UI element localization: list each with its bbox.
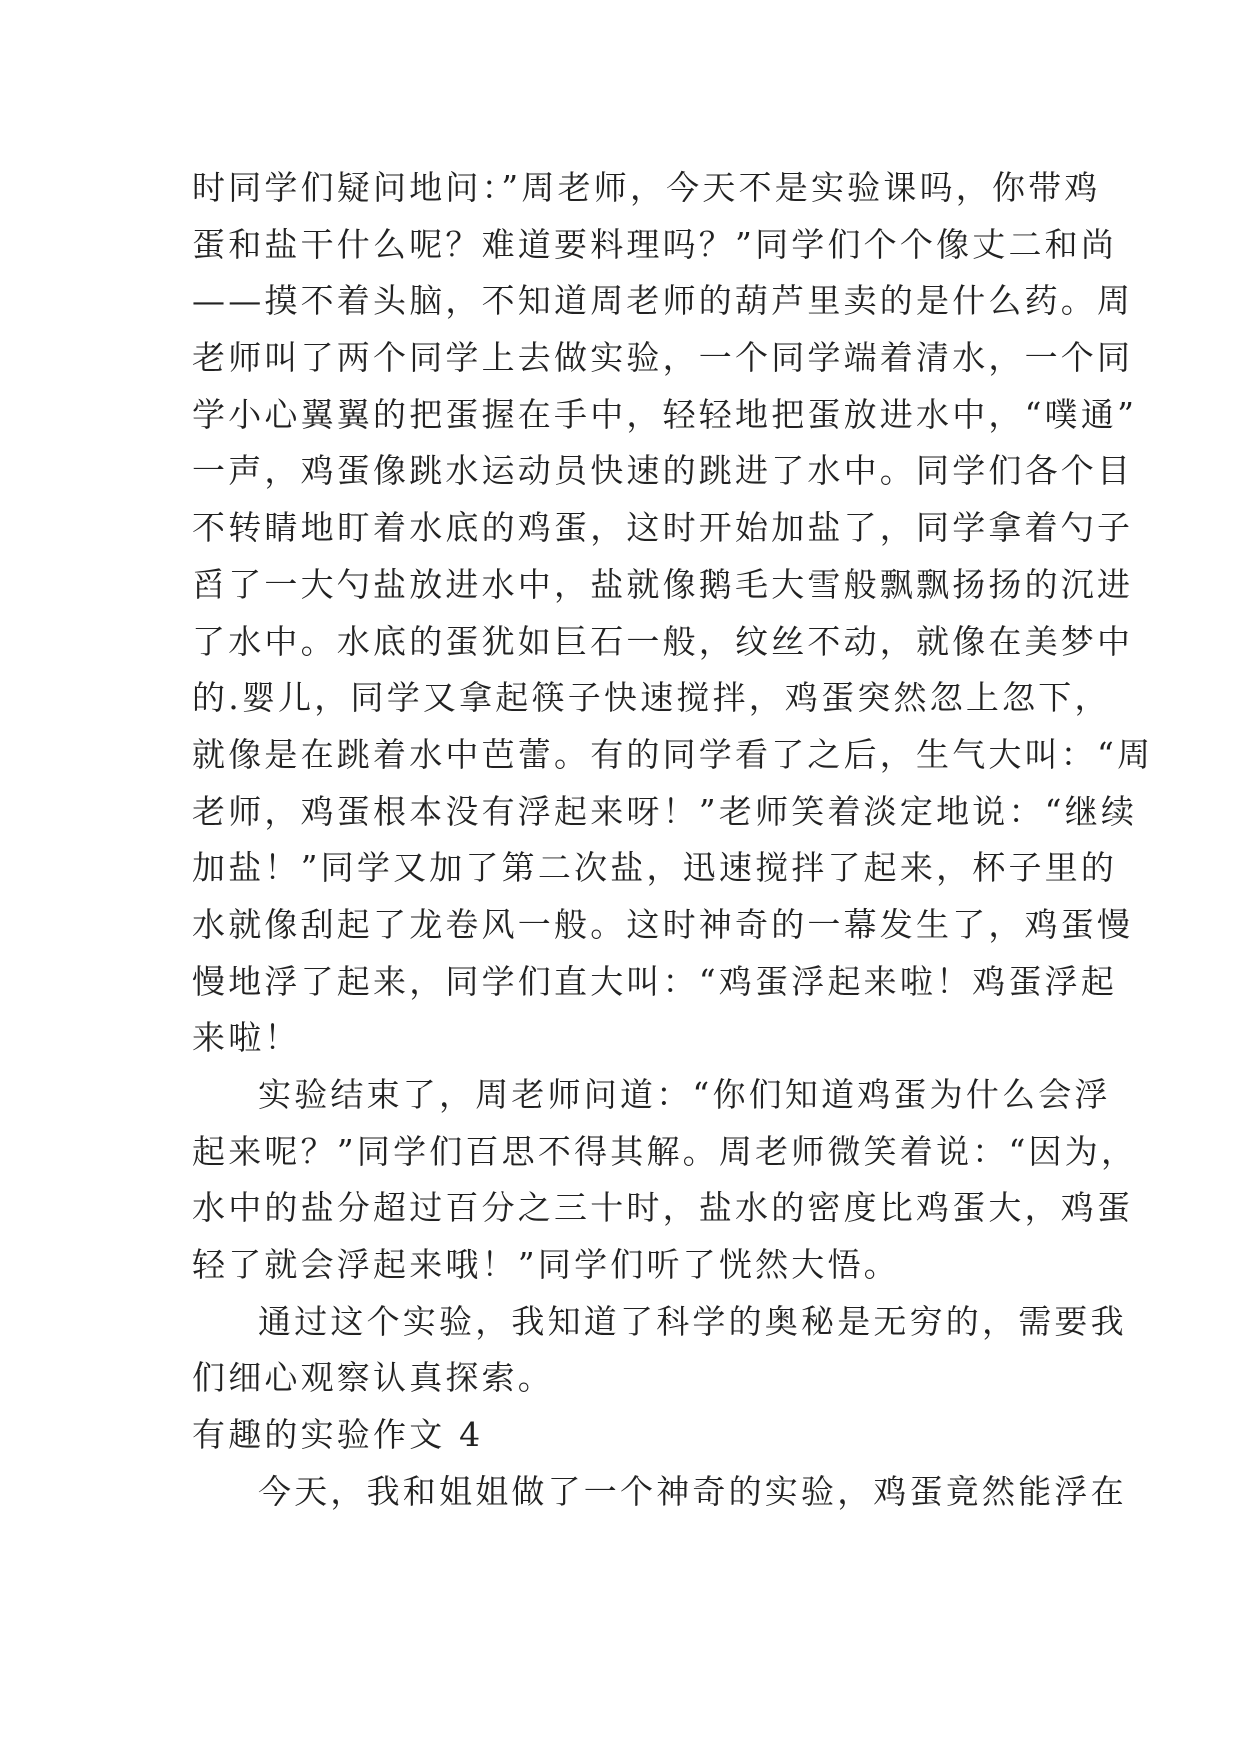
text-line: 通过这个实验，我知道了科学的奥秘是无穷的，需要我 — [258, 1301, 1127, 1341]
text-line: ——摸不着头脑，不知道周老师的葫芦里卖的是什么药。周 — [192, 281, 1134, 321]
text-line: 不转睛地盯着水底的鸡蛋，这时开始加盐了，同学拿着勺子 — [192, 508, 1134, 548]
text-line: 一声，鸡蛋像跳水运动员快速的跳进了水中。同学们各个目 — [192, 451, 1134, 491]
document-body — [192, 160, 1154, 1521]
text-line: 的.婴儿，同学又拿起筷子快速搅拌，鸡蛋突然忽上忽下， — [192, 678, 1111, 718]
text-line: 学小心翼翼的把蛋握在手中，轻轻地把蛋放进水中，“噗通” — [192, 394, 1138, 434]
text-line: 实验结束了，周老师问道：“你们知道鸡蛋为什么会浮 — [258, 1075, 1111, 1114]
text-line: 加盐！”同学又加了第二次盐，迅速搅拌了起来，杯子里的 — [192, 848, 1118, 888]
text-line: 起来呢？”同学们百思不得其解。周老师微笑着说：“因为， — [192, 1131, 1138, 1171]
text-line: 蛋和盐干什么呢？难道要料理吗？”同学们个个像丈二和尚 — [192, 224, 1118, 264]
section-heading: 有趣的实验作文 4 — [192, 1415, 484, 1455]
text-line: 了水中。水底的蛋犹如巨石一般，纹丝不动，就像在美梦中 — [192, 621, 1134, 661]
text-line: 慢地浮了起来，同学们直大叫：“鸡蛋浮起来啦！鸡蛋浮起 — [192, 961, 1118, 1001]
text-line: 时同学们疑问地问：”周老师，今天不是实验课吗，你带鸡 — [192, 168, 1101, 207]
text-line: 老师，鸡蛋根本没有浮起来呀！”老师笑着淡定地说：“继续 — [192, 791, 1138, 831]
text-line: 今天，我和姐姐做了一个神奇的实验，鸡蛋竟然能浮在 — [258, 1471, 1127, 1511]
text-line: 来啦！ — [192, 1018, 301, 1058]
text-line: 水中的盐分超过百分之三十时，盐水的密度比鸡蛋大，鸡蛋 — [192, 1188, 1134, 1228]
text-line: 水就像刮起了龙卷风一般。这时神奇的一幕发生了，鸡蛋慢 — [192, 904, 1134, 944]
text-line: 老师叫了两个同学上去做实验，一个同学端着清水，一个同 — [192, 338, 1134, 378]
text-line: 轻了就会浮起来哦！”同学们听了恍然大悟。 — [192, 1245, 900, 1285]
text-line: 就像是在跳着水中芭蕾。有的同学看了之后，生气大叫：“周 — [192, 734, 1154, 774]
text-line: 们细心观察认真探索。 — [192, 1358, 554, 1398]
text-line: 舀了一大勺盐放进水中，盐就像鹅毛大雪般飘飘扬扬的沉进 — [192, 564, 1134, 604]
